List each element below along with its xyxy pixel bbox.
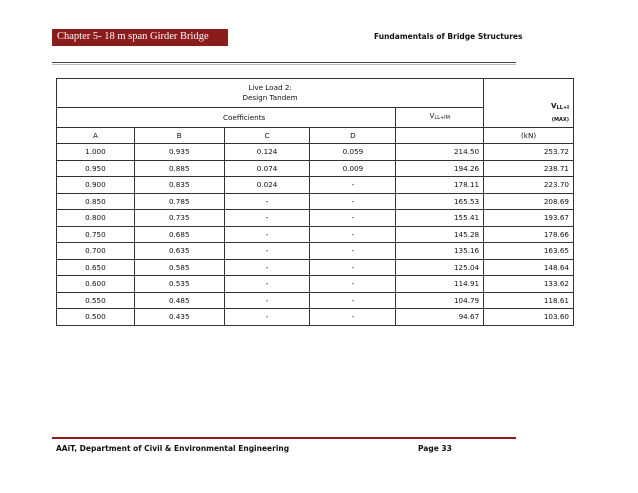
v-max-cell: 208.69	[484, 193, 574, 210]
coef-a-cell: 0.900	[57, 177, 135, 194]
coef-a-cell: 0.750	[57, 226, 135, 243]
coef-c-cell: 0.074	[224, 160, 310, 177]
v-max-cell: 163.65	[484, 243, 574, 260]
coef-a-cell: 0.800	[57, 210, 135, 227]
footer-page-number: Page 33	[418, 444, 452, 453]
v-max-cell: 238.71	[484, 160, 574, 177]
v-llim-cell: 125.04	[396, 259, 484, 276]
coef-a-cell: 0.550	[57, 292, 135, 309]
v-max-cell: 103.60	[484, 309, 574, 326]
v-symbol: V	[429, 111, 435, 120]
v-max-cell: 193.67	[484, 210, 574, 227]
col-header-b: B	[134, 127, 224, 144]
table-title-line1: Live Load 2:	[248, 83, 292, 92]
coef-b-cell: 0.635	[134, 243, 224, 260]
v-llim-cell: 94.67	[396, 309, 484, 326]
footer-divider	[52, 437, 516, 439]
coef-b-cell: 0.885	[134, 160, 224, 177]
v-max-cell: 118.61	[484, 292, 574, 309]
coef-c-cell: -	[224, 292, 310, 309]
coef-d-cell: -	[310, 259, 396, 276]
table-row	[57, 309, 574, 326]
col-header-v	[396, 127, 484, 144]
table-title	[57, 79, 484, 108]
v-llim-cell: 104.79	[396, 292, 484, 309]
coef-d-cell: -	[310, 276, 396, 293]
v-subscript: LL+IM	[434, 115, 450, 121]
coef-b-cell: 0.785	[134, 193, 224, 210]
v-max-cell: 253.72	[484, 144, 574, 161]
coef-d-cell: -	[310, 309, 396, 326]
table-row	[57, 210, 574, 227]
vmax-header	[484, 79, 574, 128]
coef-c-cell: 0.024	[224, 177, 310, 194]
coef-b-cell: 0.685	[134, 226, 224, 243]
coef-b-cell: 0.935	[134, 144, 224, 161]
coefficients-label: Coefficients	[57, 108, 396, 128]
coef-d-cell: 0.059	[310, 144, 396, 161]
table-body	[57, 144, 574, 326]
coef-c-cell: -	[224, 226, 310, 243]
coef-b-cell: 0.735	[134, 210, 224, 227]
v-llim-cell: 135.16	[396, 243, 484, 260]
column-header-row	[57, 127, 574, 144]
coef-a-cell: 0.600	[57, 276, 135, 293]
table-row	[57, 276, 574, 293]
coef-b-cell: 0.585	[134, 259, 224, 276]
footer-department: AAiT, Department of Civil & Environmental Engineering	[56, 444, 290, 453]
v-max-cell: 133.62	[484, 276, 574, 293]
v-llim-cell: 155.41	[396, 210, 484, 227]
coef-d-cell: 0.009	[310, 160, 396, 177]
table-row	[57, 193, 574, 210]
col-header-a: A	[57, 127, 135, 144]
coef-d-cell: -	[310, 193, 396, 210]
col-header-d: D	[310, 127, 396, 144]
table-row	[57, 226, 574, 243]
header-divider-secondary	[52, 64, 516, 65]
vmax-symbol: V	[551, 100, 557, 110]
coef-b-cell: 0.835	[134, 177, 224, 194]
coef-a-cell: 0.700	[57, 243, 135, 260]
v-llim-cell: 214.50	[396, 144, 484, 161]
chapter-title: Chapter 5- 18 m span Girder Bridge	[57, 31, 209, 42]
coef-c-cell: -	[224, 276, 310, 293]
v-header	[396, 108, 484, 128]
table-row	[57, 292, 574, 309]
coef-a-cell: 0.850	[57, 193, 135, 210]
coef-a-cell: 0.950	[57, 160, 135, 177]
col-header-kn: (kN)	[484, 127, 574, 144]
coef-d-cell: -	[310, 243, 396, 260]
vmax-subscript: LL+I	[556, 104, 569, 111]
coef-b-cell: 0.485	[134, 292, 224, 309]
col-header-c: C	[224, 127, 310, 144]
coef-a-cell: 0.650	[57, 259, 135, 276]
table-title-line2: Design Tandem	[242, 93, 298, 102]
coef-c-cell: -	[224, 210, 310, 227]
chapter-banner	[52, 29, 228, 46]
table-row	[57, 177, 574, 194]
header-divider	[52, 62, 516, 63]
v-llim-cell: 114.91	[396, 276, 484, 293]
table-row	[57, 243, 574, 260]
v-llim-cell: 194.26	[396, 160, 484, 177]
coef-d-cell: -	[310, 226, 396, 243]
coef-c-cell: -	[224, 243, 310, 260]
v-llim-cell: 145.28	[396, 226, 484, 243]
coef-c-cell: -	[224, 193, 310, 210]
table-row	[57, 259, 574, 276]
vmax-note: (MAX)	[551, 116, 569, 123]
table-row	[57, 144, 574, 161]
v-max-cell: 148.64	[484, 259, 574, 276]
coef-c-cell: 0.124	[224, 144, 310, 161]
coef-b-cell: 0.535	[134, 276, 224, 293]
design-tandem-table	[56, 78, 574, 326]
v-llim-cell: 178.11	[396, 177, 484, 194]
table-title-row	[57, 79, 574, 108]
coef-c-cell: -	[224, 259, 310, 276]
coef-a-cell: 0.500	[57, 309, 135, 326]
book-title: Fundamentals of Bridge Structures	[374, 32, 523, 41]
coef-b-cell: 0.435	[134, 309, 224, 326]
coef-a-cell: 1.000	[57, 144, 135, 161]
coef-d-cell: -	[310, 177, 396, 194]
coef-c-cell: -	[224, 309, 310, 326]
table-row	[57, 160, 574, 177]
v-max-cell: 178.66	[484, 226, 574, 243]
v-max-cell: 223.70	[484, 177, 574, 194]
v-llim-cell: 165.53	[396, 193, 484, 210]
coef-d-cell: -	[310, 210, 396, 227]
coef-d-cell: -	[310, 292, 396, 309]
